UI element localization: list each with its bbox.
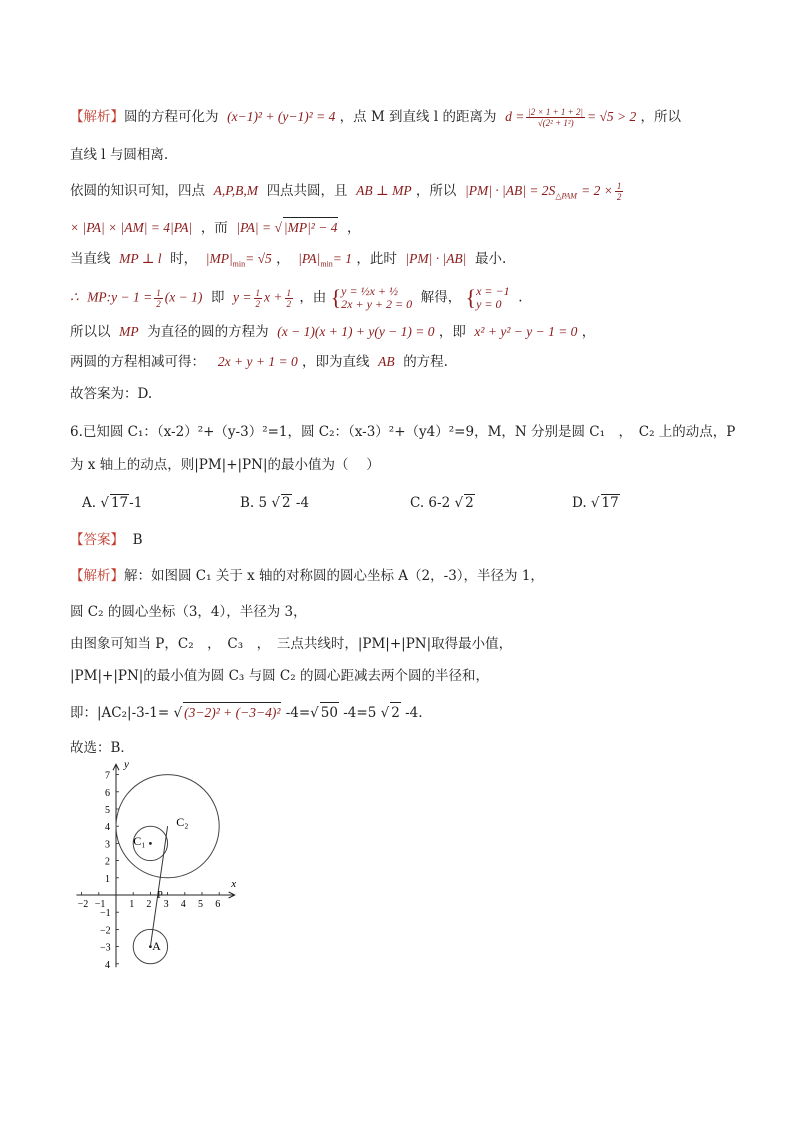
- solution-system: [476, 285, 510, 311]
- text: ，即: [438, 324, 466, 340]
- math-subscript: △PAM: [555, 191, 577, 201]
- answer-tag: 【答案】: [70, 532, 124, 548]
- question6-line2: 为 x 轴上的动点，则|PM|+|PN|的最小值为（ ）: [70, 457, 380, 473]
- y-tick-label: −2: [100, 925, 111, 937]
- math: MP: [119, 324, 139, 339]
- text: -4.: [405, 705, 423, 721]
- y-tick-label: 6: [105, 787, 110, 799]
- x-tick-label: 3: [163, 899, 169, 910]
- system-row: y = ½x + ½: [341, 284, 399, 298]
- text: 解：如图圆 C₁ 关于 x 轴的对称圆的圆心坐标 A（2，-3），半径为 1，: [124, 568, 544, 584]
- analysis1-line4: [70, 217, 361, 238]
- math: = √5: [245, 251, 272, 266]
- radicand: 2: [465, 495, 474, 511]
- option-label: C. 6-2: [410, 495, 451, 511]
- option-d[interactable]: D. √ 17: [572, 495, 619, 511]
- distance-result: = √5 > 2: [586, 109, 637, 124]
- fraction-denominator: 2: [156, 298, 161, 309]
- radicand: 2: [282, 495, 291, 511]
- circle-equation: (x−1)² + (y−1)² = 4: [227, 109, 336, 124]
- label-p: P: [157, 890, 163, 901]
- text: 为直径的圆的方程为: [147, 324, 269, 340]
- text: ，由: [299, 289, 327, 306]
- option-a[interactable]: A. √ 17-1: [82, 495, 143, 511]
- math: = 2 ×: [581, 183, 613, 198]
- half-fraction: [254, 288, 263, 309]
- x-tick-label: 1: [129, 899, 135, 910]
- analysis1-line2: 直线 l 与圆相离.: [70, 147, 169, 163]
- x-tick-label: 2: [146, 899, 152, 910]
- text: ，点 M 到直线 l 的距离为: [339, 109, 497, 125]
- text: 依圆的知识可知，四点: [70, 183, 205, 199]
- analysis1-line1: [70, 107, 681, 128]
- segment-a-c2: [150, 826, 167, 946]
- x-tick-label: 6: [215, 899, 221, 910]
- analysis2-conclusion: 故选：B．: [70, 740, 134, 756]
- analysis1-line3: [70, 181, 625, 207]
- math: ∴: [70, 289, 79, 305]
- analysis2-line4: |PM|+|PN|的最小值为圆 C₃ 与圆 C₂ 的圆心距减去两个圆的半径和，: [70, 668, 489, 684]
- coordinate-figure: [66, 758, 266, 983]
- math: MP ⊥ l: [119, 251, 162, 266]
- math-subscript: min: [320, 259, 333, 269]
- radicand: 17: [601, 495, 619, 511]
- text: 的方程.: [403, 354, 448, 370]
- distance-fraction: [526, 107, 585, 128]
- option-label: D.: [572, 495, 587, 511]
- fraction-numerator: |2 × 1 + 1 + 2|: [528, 107, 583, 117]
- y-tick-label: 1: [105, 873, 110, 885]
- text: ，而: [200, 220, 228, 236]
- radicand: 50: [320, 702, 339, 723]
- question6-line1: 6.已知圆 C₁：（x-2）²+（y-3）²=1，圆 C₂：（x-3）²+（y4）²=9，M，N 分别是圆 C₁ ， C₂ 上的动点，P: [70, 424, 736, 440]
- x-axis-label: x: [231, 878, 237, 890]
- text: ，所以: [640, 109, 682, 125]
- y-tick-label: 4: [105, 822, 110, 834]
- text: -4=: [285, 705, 311, 721]
- fraction-numerator: 1: [616, 181, 622, 191]
- analysis2-line5: 即：|AC₂|-3-1= √ (3−2)² + (−3−4)² -4=√ 50 -4=5 √ 2 -4.: [70, 702, 423, 723]
- math-subscript: min: [232, 259, 246, 269]
- distance-d: d =: [505, 109, 525, 124]
- system-row: x = −1: [476, 284, 510, 298]
- math: × |PA| × |AM| = 4|PA|: [70, 220, 193, 235]
- text: 两圆的方程相减可得：: [70, 354, 205, 370]
- analysis1-line8: [70, 352, 448, 372]
- label-c2: C₂: [176, 815, 189, 830]
- radicand: (3−2)² + (−3−4)²: [183, 702, 281, 723]
- option-c[interactable]: C. 6-2 √ 2: [410, 495, 474, 511]
- math: |PA|: [298, 251, 321, 266]
- half-fraction: [285, 288, 294, 309]
- math: |PM| · |AB|: [405, 251, 467, 266]
- option-label: B. 5: [240, 495, 268, 511]
- math: (x − 1): [164, 289, 203, 305]
- math: 2x + y + 1 = 0: [217, 354, 298, 369]
- radical: √ |MP|² − 4: [274, 220, 338, 235]
- option-label: A.: [82, 495, 97, 511]
- text: 解得，: [420, 289, 462, 306]
- text: ，: [581, 324, 596, 340]
- system-row: y = 0: [476, 297, 502, 311]
- math: = 1: [332, 251, 353, 266]
- analysis-tag: 【解析】: [70, 568, 124, 584]
- fraction-numerator: 1: [255, 287, 261, 298]
- x-tick-label: −1: [94, 899, 106, 910]
- y-tick-label: 4: [105, 959, 110, 971]
- fraction-numerator: 1: [156, 287, 161, 298]
- center-c1-dot: [149, 842, 152, 845]
- radicand: 2: [390, 702, 401, 723]
- answer-line: [70, 530, 143, 550]
- fraction-denominator: 2: [255, 298, 261, 309]
- text: 四点共圆，且: [266, 183, 348, 199]
- option-b[interactable]: B. 5 √ 2 -4: [240, 495, 310, 511]
- math: |PM| · |AB| = 2S: [464, 183, 556, 198]
- analysis2-line1: [70, 566, 544, 586]
- y-tick-label: 5: [105, 805, 110, 816]
- text: 当直线: [70, 251, 111, 267]
- label-a: A: [152, 939, 161, 954]
- brace: {: [465, 285, 477, 310]
- text: 最小.: [475, 251, 507, 267]
- analysis1-line5: [70, 249, 506, 275]
- system-row: 2x + y + 2 = 0: [341, 297, 413, 311]
- x-tick-label: −2: [77, 899, 89, 910]
- text: .: [518, 289, 523, 306]
- brace: {: [330, 285, 342, 310]
- text: ，: [347, 220, 361, 236]
- text: ，所以: [415, 183, 457, 199]
- math: x² + y² − y − 1 = 0: [474, 324, 578, 339]
- fraction-numerator: 1: [286, 287, 292, 298]
- math: |PA| =: [236, 220, 275, 235]
- analysis2-line3: 由图象可知当 P，C₂ ， C₃ ， 三点共线时，|PM|+|PN|取得最小值，: [70, 636, 513, 652]
- label-c1: C₁: [133, 834, 146, 849]
- text: 即: [210, 289, 225, 306]
- analysis1-conclusion: 故答案为：D.: [70, 386, 153, 402]
- y-tick-label: 7: [105, 770, 110, 782]
- equation-system: [341, 285, 412, 311]
- math: (x − 1)(x + 1) + y(y − 1) = 0: [277, 324, 435, 339]
- y-tick-label: 2: [105, 856, 110, 868]
- fraction-denominator: 2: [286, 298, 292, 309]
- analysis2-line2: 圆 C₂ 的圆心坐标（3，4），半径为 3，: [70, 604, 307, 620]
- math: AB ⊥ MP: [356, 183, 412, 198]
- fraction-denominator: √(2² + 1²): [537, 118, 574, 128]
- text: ，即为直线: [302, 354, 370, 370]
- text: ，: [276, 251, 290, 267]
- radicand: 17: [110, 495, 129, 511]
- answer-value: B: [132, 532, 143, 548]
- analysis1-line7: [70, 322, 595, 342]
- math: y =: [233, 289, 252, 305]
- y-tick-label: 3: [105, 839, 110, 851]
- text: -4=5: [343, 705, 377, 721]
- math: |MP|: [205, 251, 233, 266]
- x-tick-label: 5: [198, 899, 203, 910]
- text: 所以以: [70, 324, 111, 340]
- text: ，此时: [356, 251, 397, 267]
- analysis1-line6: [70, 285, 523, 311]
- option-text: -4: [291, 495, 310, 511]
- math: x +: [264, 289, 283, 305]
- option-text: -1: [129, 495, 143, 511]
- text: 即：|AC₂|-3-1=: [70, 705, 170, 721]
- math: A,P,B,M: [213, 183, 258, 198]
- half-fraction: [615, 181, 624, 202]
- y-tick-label: −3: [100, 942, 111, 954]
- fraction-denominator: 2: [616, 192, 622, 202]
- text: 时，: [170, 251, 198, 267]
- math: AB: [378, 354, 395, 369]
- text: 圆的方程可化为: [124, 109, 219, 125]
- y-tick-label: −1: [100, 908, 111, 920]
- x-tick-label: 4: [180, 899, 186, 910]
- math: MP:y − 1 =: [87, 289, 153, 305]
- half-fraction: [154, 288, 163, 309]
- analysis-tag: 【解析】: [70, 109, 124, 125]
- y-axis-label: y: [124, 758, 129, 771]
- circle-c2: [116, 775, 219, 878]
- radicand: |MP|² − 4: [283, 217, 339, 238]
